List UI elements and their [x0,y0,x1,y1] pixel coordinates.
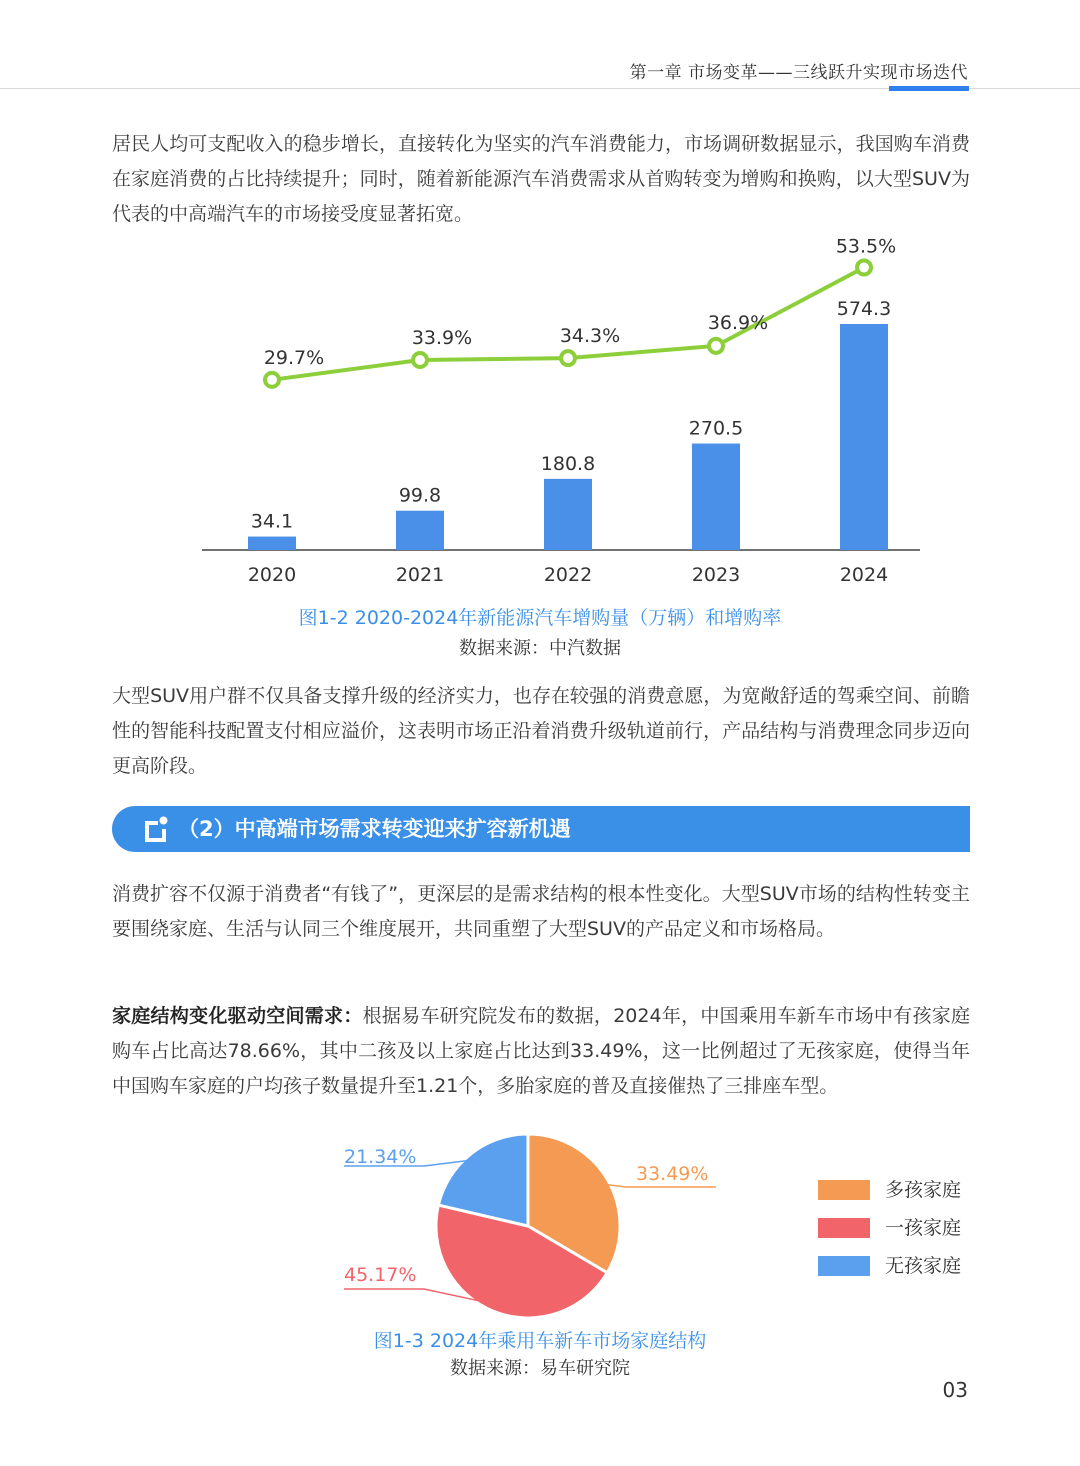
section-header [112,806,970,852]
pie-label: 45.17% [344,1264,417,1286]
pie-label: 21.34% [344,1146,417,1168]
rate-label: 36.9% [707,311,769,334]
paragraph-3: 消费扩容不仅源于消费者“有钱了”，更深层的是需求结构的根本性变化。大型SUV市场的结构性转变主要围绕家庭、生活与认同三个维度展开，共同重塑了大型SUV的产品定义和市场格局。 [112,883,970,940]
rate-point [857,260,871,274]
bar [544,479,592,550]
x-tick-label: 2022 [543,564,593,586]
legend-label: 一孩家庭 [885,1217,962,1239]
x-tick-label: 2023 [691,564,741,586]
rate-label: 33.9% [411,326,473,349]
pie-chart [0,1120,800,1340]
section-title: （2）中高端市场需求转变迎来扩容新机遇 [178,817,571,841]
legend-item [818,1252,978,1290]
legend-item [818,1176,978,1214]
x-tick-label: 2024 [839,564,889,586]
pie-label: 33.49% [636,1163,709,1185]
x-tick-label: 2021 [395,564,445,586]
legend-swatch-none [818,1256,870,1276]
bar-value-label: 99.8 [398,484,442,507]
bar [248,537,296,550]
paragraph-4-body: 根据易车研究院发布的数据，2024年，中国乘用车新车市场中有孩家庭购车占比高达78.66%，其中二孩及以上家庭占比达到33.49%，这一比例超过了无孩家庭，使得当年中国购车家庭的户均孩子数量提升至1.21个，多胎家庭的普及直接催热了三排座车型。 [112,1005,970,1097]
pie-legend [818,1176,978,1290]
rate-point [413,353,427,367]
page-number: 03 [942,1378,968,1402]
bar-value-label: 180.8 [540,452,596,475]
rate-point [265,373,279,387]
legend-swatch-one [818,1218,870,1238]
bar [396,511,444,550]
bar [692,444,740,550]
legend-label: 多孩家庭 [885,1179,962,1201]
figure-1-source: 数据来源：中汽数据 [459,638,621,659]
bar [840,324,888,550]
paragraph-1: 居民人均可支配收入的稳步增长，直接转化为坚实的汽车消费能力，市场调研数据显示，我国购车消费在家庭消费的占比持续提升；同时，随着新能源汽车消费需求从首购转变为增购和换购，以大型SUV为代表的中高端汽车的市场接受度显著拓宽。 [112,133,970,225]
bar-value-label: 34.1 [250,510,294,533]
legend-label: 无孩家庭 [885,1255,962,1277]
rate-point [709,339,723,353]
rate-label: 34.3% [559,325,621,348]
bar-value-label: 270.5 [688,417,744,440]
x-tick-label: 2020 [247,564,297,586]
rate-point [561,351,575,365]
rate-label: 53.5% [835,235,897,258]
paragraph-2: 大型SUV用户群不仅具备支撑升级的经济实力，也存在较强的消费意愿，为宽敞舒适的驾乘空间、前瞻性的智能科技配置支付相应溢价，这表明市场正沿着消费升级轨道前行，产品结构与消费理念同步迈向更高阶段。 [112,685,970,777]
figure-2-caption: 图1-3 2024年乘用车新车市场家庭结构 [373,1330,707,1352]
figure-1-caption: 图1-2 2020-2024年新能源汽车增购量（万辆）和增购率 [298,607,782,629]
legend-item [818,1214,978,1252]
paragraph-4 [112,999,970,1104]
paragraph-4-lead: 家庭结构变化驱动空间需求： [112,1005,363,1027]
bar-line-chart [0,0,1080,600]
legend-swatch-multi [818,1180,870,1200]
note-icon [142,815,170,843]
bar-value-label: 574.3 [836,298,892,320]
figure-2-source: 数据来源：易车研究院 [450,1358,630,1379]
rate-label: 29.7% [263,346,325,369]
chapter-header: 第一章 市场变革——三线跃升实现市场迭代 [629,63,968,83]
